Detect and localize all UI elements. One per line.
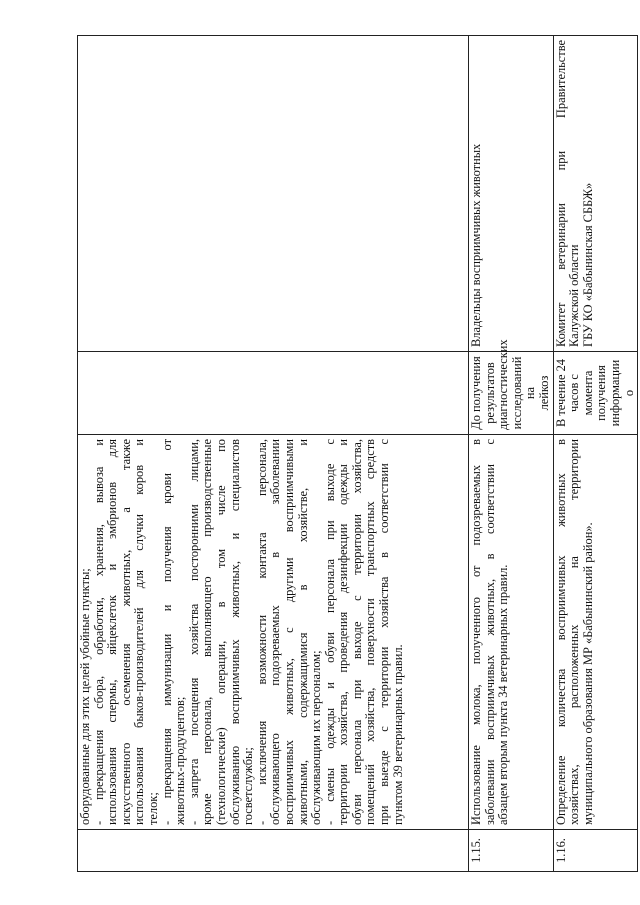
text-line: Использование молока, полученного от подозреваемых в [469,439,483,825]
text-line: - запрета посещения хозяйства посторонними лицами, [186,439,201,825]
deadline-cell [469,339,554,435]
text-line: обслуживанию восприимчивых животных, и специалистов [227,439,242,825]
text-line: использования быков-производителей для случки коров и [132,439,147,825]
text-line: госветслужбы; [241,747,256,825]
table-row [78,36,469,872]
deadline-line: До получения [469,356,483,430]
text-line: телок; [145,792,160,825]
responsible-cell [469,36,554,352]
text-line: оборудованные для этих целей убойные пункты; [78,568,92,825]
text-line: обслуживающим их персоналом; [309,650,324,825]
text-line: - прекращения сбора, обработки, хранения, вывоза и [91,439,106,825]
text-line: животными, содержащимися в хозяйстве, и [295,439,310,825]
responsible-line: Калужской области [567,244,582,347]
responsible-cell [553,36,638,352]
deadline-cell [553,352,638,435]
text-line: заболевании восприимчивых животных, в соответствии с [482,439,497,825]
responsible-line: Владельцы восприимчивых животных [469,143,483,347]
deadline-line: результатов [482,362,497,424]
deadline-line: исследований на [509,356,538,430]
text-line: муниципального образования МР «Бабынинский район». [580,522,595,825]
measures-table [77,35,638,872]
responsible-line: Комитет ветеринарии при Правительстве [553,40,568,347]
row-number-cell [78,830,469,872]
text-line: использования спермы, яйцеклеток и эмбрионов для [105,439,120,825]
text-line: - исключения возможности контакта персонала, [254,439,269,825]
measure-text-cell [78,435,469,830]
text-line: пунктом 39 ветеринарных правил. [390,644,405,825]
text-line: хозяйствах, расположенных на территории [567,439,582,825]
deadline-line: диагностических [496,339,511,430]
text-line: искусственного осеменения животных, а также [118,439,133,825]
table-row [469,36,554,872]
text-line: - прекращения иммунизации и получения крови от [159,439,174,825]
text-line: абзацем вторым пункта 34 ветеринарных правил. [496,564,511,825]
measure-text-cell [469,435,554,830]
text-line: - смены одежды и обуви персонала при выходе с [322,439,337,825]
deadline-line: информации о [607,359,636,427]
responsible-cell [78,36,469,352]
row-number: 1.15. [469,838,483,863]
deadline-line: В течение 24 часов с [553,359,582,427]
row-number: 1.16. [553,838,568,863]
text-line: при выезде с территории хозяйства в соответствии с [377,439,392,825]
measure-text-cell [553,435,638,830]
text-line: животных-продуцентов; [173,696,188,825]
text-line: (технологические) операции, в том числе по [213,439,228,825]
text-line: кроме персонала, выполняющего производственные [200,439,215,825]
deadline-line: момента получения [580,365,609,421]
responsible-line: ГБУ КО «Бабынинская СББЖ» [580,182,595,347]
deadline-cell [78,352,469,435]
text-line: Определение количества восприимчивых животных в [553,439,568,825]
text-line: восприимчивых животных, с другими восприимчивыми [281,439,296,825]
row-number-cell [469,830,554,872]
text-line: территории хозяйства, проведения дезинфекции одежды и [336,439,351,825]
text-line: обслуживающего подозреваемых в заболевании [268,439,283,825]
text-line: помещений хозяйства, поверхности транспортных средств [363,439,378,825]
table-row [553,36,638,872]
text-line: обуви персонала при выходе с территории хозяйства, [349,439,364,825]
deadline-line: лейкоз [536,375,551,411]
row-number-cell [553,830,638,872]
